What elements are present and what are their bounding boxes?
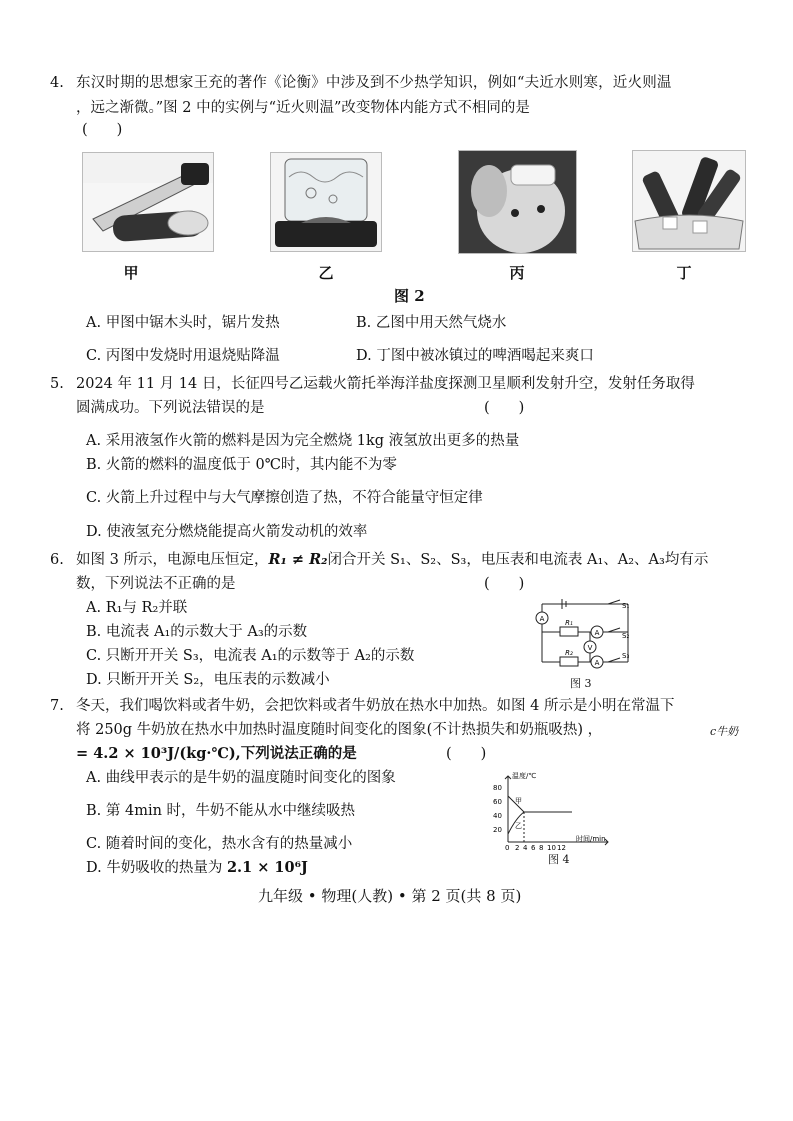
- q5-option-a: A. 采用液氢作火箭的燃料是因为完全燃烧 1kg 液氢放出更多的热量: [86, 433, 520, 449]
- xtick-10: 10: [547, 844, 556, 850]
- q7-number: 7.: [50, 698, 64, 714]
- page-footer: 九年级 • 物理(人教) • 第 2 页(共 8 页): [258, 887, 522, 905]
- caption-jia: 甲: [123, 264, 139, 282]
- iced-beer-photo: [632, 150, 746, 252]
- q6-number: 6.: [50, 552, 64, 568]
- xtick-6: 6: [531, 844, 536, 850]
- q7-stem-line1: 冬天，我们喝饮料或者牛奶，会把饮料或者牛奶放在热水中加热。如图 4 所示是小明在常温下: [76, 698, 675, 714]
- q5-option-d: D. 使液氢充分燃烧能提高火箭发动机的效率: [86, 524, 368, 540]
- q4-answer-paren: ( ): [82, 122, 123, 138]
- q4-stem-line2: ，远之渐微。”图 2 中的实例与“近火则温”改变物体内能方式不相同的是: [76, 100, 530, 116]
- xtick-4: 4: [523, 844, 528, 850]
- q4-option-d: D. 丁图中被冰镇过的啤酒喝起来爽口: [356, 348, 594, 364]
- a1-label: A: [539, 615, 545, 623]
- ytick-60: 60: [493, 798, 502, 806]
- xtick-12: 12: [557, 844, 566, 850]
- baby-fever-patch-photo: [458, 150, 577, 254]
- q7-answer-paren: ( ): [446, 746, 487, 762]
- a3-label: A: [594, 659, 600, 667]
- ytick-20: 20: [493, 826, 502, 834]
- s1-label: S₁: [622, 602, 630, 610]
- q7-option-d-text: D. 牛奶吸收的热量为: [86, 860, 227, 876]
- q6-option-d: D. 只断开开关 S₂，电压表的示数减小: [86, 672, 330, 688]
- ytick-40: 40: [493, 812, 502, 820]
- q7-stem-line3: = 4.2 × 10³J/(kg·℃),下列说法正确的是: [76, 745, 357, 762]
- xtick-8: 8: [539, 844, 544, 850]
- q4-option-c: C. 丙图中发烧时用退烧贴降温: [86, 348, 280, 364]
- q5-option-b: B. 火箭的燃料的温度低于 0℃时，其内能不为零: [86, 457, 397, 473]
- figure2-label: 图 2: [394, 287, 425, 305]
- q6-stem-line1-pre: 如图 3 所示，电源电压恒定，: [76, 552, 269, 568]
- q7-option-d-math: 2.1 × 10⁶J: [226, 859, 308, 876]
- q5-answer-paren: ( ): [484, 400, 525, 416]
- q7-option-c: C. 随着时间的变化，热水含有的热量减小: [86, 836, 353, 852]
- q7-option-d: [86, 858, 308, 878]
- q6-answer-paren: ( ): [484, 576, 525, 592]
- q4-option-a: A. 甲图中锯木头时，锯片发热: [86, 315, 280, 331]
- q7-c-label: c牛奶: [710, 725, 739, 738]
- s3-label: S₃: [622, 652, 630, 660]
- graph-ylabel: 温度/℃: [512, 772, 537, 780]
- r2-label: R₂: [565, 649, 573, 657]
- xtick-0: 0: [505, 844, 510, 850]
- q7-option-b: B. 第 4min 时，牛奶不能从水中继续吸热: [86, 803, 356, 819]
- ytick-80: 80: [493, 784, 502, 792]
- q6-option-b: B. 电流表 A₁的示数大于 A₃的示数: [86, 624, 308, 640]
- q7-option-a: A. 曲线甲表示的是牛奶的温度随时间变化的图象: [86, 770, 396, 786]
- q6-option-c: C. 只断开开关 S₃，电流表 A₁的示数等于 A₂的示数: [86, 648, 415, 664]
- caption-bing: 丙: [509, 264, 525, 282]
- figure4-label: 图 4: [548, 853, 570, 866]
- q6-math-r1-neq-r2: R₁ ≠ R₂: [268, 551, 328, 568]
- a2-label: A: [594, 629, 600, 637]
- curve-yi-label: 乙: [515, 822, 522, 830]
- q5-stem-line1: 2024 年 11 月 14 日，长征四号乙运载火箭托举海洋盐度探测卫星顺利发射升空，发射任务取得: [76, 376, 695, 392]
- q7-stem-line2: 将 250g 牛奶放在热水中加热时温度随时间变化的图象(不计热损失和奶瓶吸热) ，: [76, 722, 603, 738]
- r1-label: R₁: [565, 619, 573, 627]
- q4-number: 4.: [50, 75, 64, 91]
- graph-xlabel: 时间/min: [576, 835, 606, 843]
- curve-jia-label: 甲: [515, 797, 522, 805]
- saw-icon: [83, 153, 213, 251]
- q5-number: 5.: [50, 376, 64, 392]
- temperature-time-graph: [490, 770, 620, 850]
- q4-stem-line1: 东汉时期的思想家王充的著作《论衡》中涉及到不少热学知识，例如“夫近水则寒，近火则温: [76, 75, 672, 91]
- q6-stem-line1: [76, 550, 708, 570]
- boiling-pot-icon: [271, 153, 381, 251]
- v-label: V: [587, 644, 593, 652]
- q5-option-c: C. 火箭上升过程中与大气摩擦创造了热，不符合能量守恒定律: [86, 490, 483, 506]
- q6-stem-line2: 数，下列说法不正确的是: [76, 576, 236, 592]
- caption-yi: 乙: [318, 264, 334, 282]
- boiling-water-photo: [270, 152, 382, 252]
- q5-stem-line2: 圆满成功。下列说法错误的是: [76, 400, 265, 416]
- saw-photo: [82, 152, 214, 252]
- caption-ding: 丁: [676, 264, 692, 282]
- s2-label: S₂: [622, 632, 630, 640]
- baby-face-icon: [459, 151, 576, 253]
- beer-bottles-icon: [633, 151, 745, 251]
- xtick-2: 2: [515, 844, 520, 850]
- q6-stem-line1-post: 闭合开关 S₁、S₂、S₃，电压表和电流表 A₁、A₂、A₃均有示: [327, 552, 709, 568]
- q6-option-a: A. R₁与 R₂并联: [86, 600, 188, 616]
- figure3-label: 图 3: [570, 677, 592, 690]
- q4-option-b: B. 乙图中用天然气烧水: [356, 315, 507, 331]
- circuit-diagram: [530, 596, 640, 676]
